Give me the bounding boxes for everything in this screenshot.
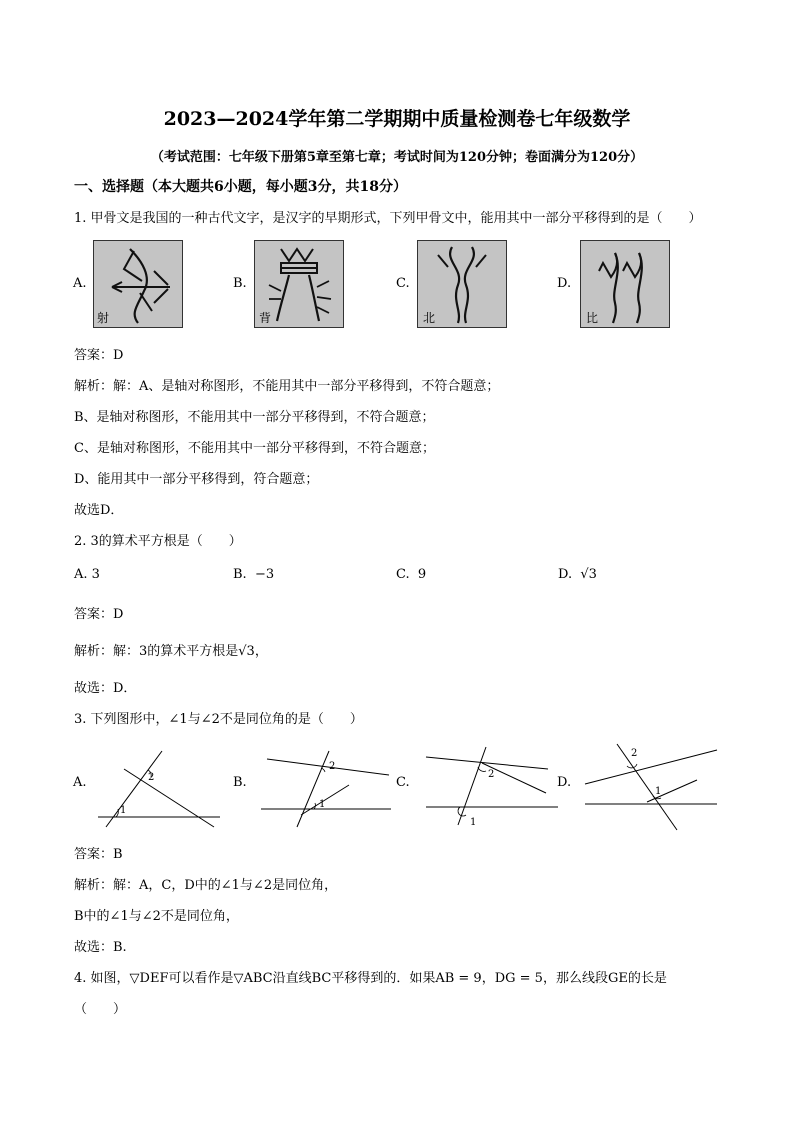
section-heading: 一、选择题（本大题共6小题，每小题3分，共18分） [74,179,407,195]
q1-analysis-line-2: B、是轴对称图形，不能用其中一部分平移得到，不符合题意； [74,410,435,425]
question-4-stem: 4. 如图，▽DEF可以看作是▽ABC沿直线BC平移得到的．如果AB = 9，DG = 5，那么线段GE的长是 [74,971,667,986]
q1-option-c-label: C. [396,276,410,291]
q2-option-a: A. 3 [74,567,100,582]
q1-option-d-glyph: 比 [586,311,599,325]
angle-2-label: 2 [329,761,336,772]
q3-option-c-figure [424,745,560,829]
question-1-stem: 1. 甲骨文是我国的一种古代文字，是汉字的早期形式，下列甲骨文中，能用其中一部分平移得到的是（ ） [74,211,702,226]
q2-option-d: D. √3 [558,567,597,582]
q3-answer: 答案：B [74,847,123,862]
angle-1-label: 1 [120,805,127,816]
q3-option-b-figure [257,745,393,829]
q3-option-d-figure [583,740,719,832]
q1-option-c-image [417,240,507,328]
q1-option-d-label: D. [557,276,572,291]
angle-1-label: 1 [470,817,477,828]
angle-2-label: 2 [148,772,155,783]
q2-option-b: B. −3 [233,567,275,582]
q2-answer: 答案：D [74,607,124,622]
exam-info: （考试范围：七年级下册第5章至第七章；考试时间为120分钟；卷面满分为120分） [150,150,644,165]
angle-1-label: 1 [319,799,326,810]
q3-option-a-label: A. [73,775,87,790]
q3-option-c-label: C. [396,775,410,790]
q1-option-a-image [93,240,183,328]
q2-analysis: 解析：解：3的算术平方根是√3， [74,644,268,659]
q1-option-a-label: A. [73,276,87,291]
q1-analysis-line-1: 解析：解：A、是轴对称图形，不能用其中一部分平移得到，不符合题意； [74,379,500,394]
q3-analysis-line-1: 解析：解：A，C，D中的∠1与∠2是同位角， [74,878,338,893]
q2-option-c: C. 9 [396,567,427,582]
q3-analysis-line-2: B中的∠1与∠2不是同位角， [74,909,239,924]
q1-answer: 答案：D [74,348,124,363]
q3-option-d-label: D. [557,775,572,790]
question-2-stem: 2. 3的算术平方根是（ ） [74,534,242,549]
angle-1-label: 1 [655,786,662,797]
q1-option-b-glyph: 背 [259,311,272,325]
q3-conclusion: 故选：B. [74,940,127,955]
q1-analysis-line-4: D、能用其中一部分平移得到，符合题意； [74,472,319,487]
angle-2-label: 2 [631,748,638,759]
question-4-stem-end: （ ） [74,1002,127,1017]
question-3-stem: 3. 下列图形中，∠1与∠2不是同位角的是（ ） [74,712,363,727]
q1-option-a-glyph: 射 [97,311,110,325]
q1-option-b-label: B. [233,276,247,291]
q1-conclusion: 故选D． [74,503,124,518]
q3-option-b-label: B. [233,775,247,790]
q3-option-a-figure [96,745,224,829]
q2-conclusion: 故选：D． [74,681,137,696]
page-title: 2023—2024学年第二学期期中质量检测卷七年级数学 [163,108,631,130]
q1-analysis-line-3: C、是轴对称图形，不能用其中一部分平移得到，不符合题意； [74,441,435,456]
q1-option-c-glyph: 北 [423,311,436,325]
angle-2-label: 2 [488,769,495,780]
q1-option-b-image [254,240,344,328]
q1-option-d-image [580,240,670,328]
